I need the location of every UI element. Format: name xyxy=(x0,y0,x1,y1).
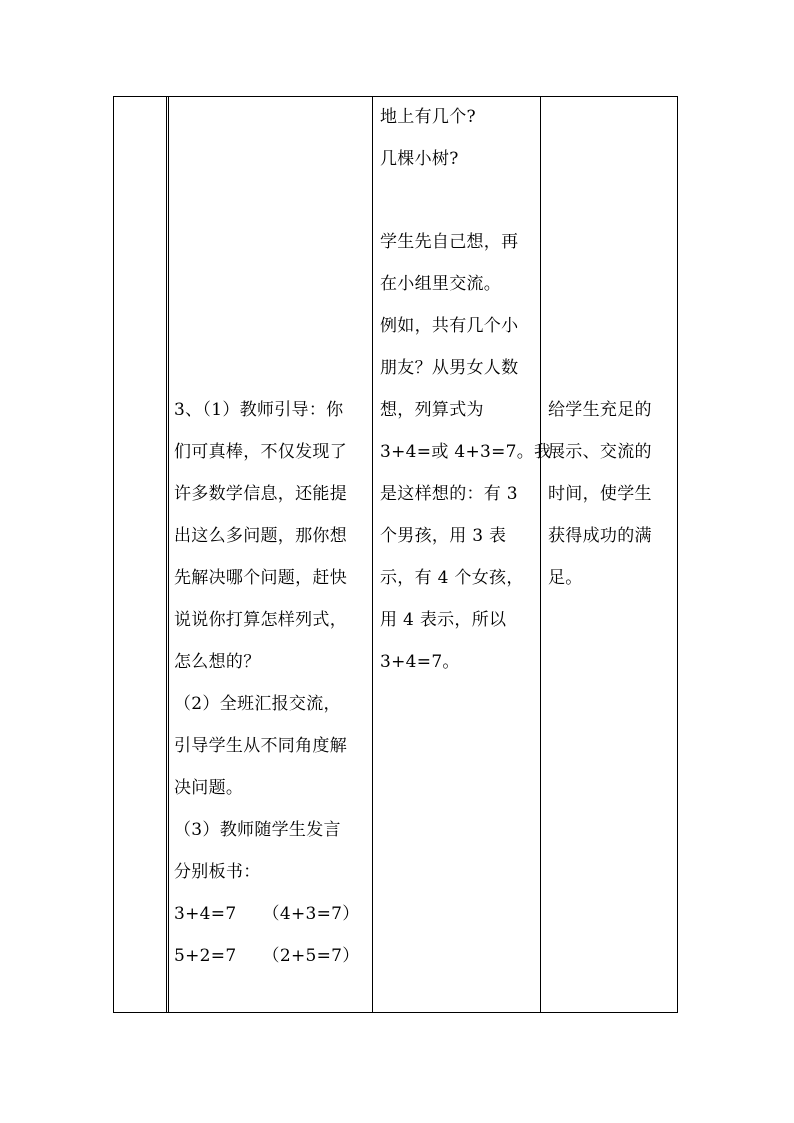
text-line: 几棵小树? xyxy=(380,149,459,169)
design-intent-text xyxy=(548,389,652,599)
text-line: 想，列算式为 xyxy=(380,400,484,420)
text-line: 怎么想的？ xyxy=(174,652,261,672)
text-line: 获得成功的满 xyxy=(548,526,652,546)
text-line: 们可真棒，不仅发现了 xyxy=(174,442,347,462)
column-divider-2 xyxy=(372,96,373,1013)
text-line: 引导学生从不同角度解 xyxy=(174,736,347,756)
text-line: （2）全班汇报交流， xyxy=(174,694,341,714)
text-line: 展示、交流的 xyxy=(548,442,652,462)
column-divider-1 xyxy=(166,96,167,1013)
text-line: 分别板书： xyxy=(174,862,261,882)
table-right-border xyxy=(677,96,678,1013)
text-line: 足。 xyxy=(548,568,583,588)
text-line: 个男孩，用 3 表 xyxy=(380,526,507,546)
text-line: 决问题。 xyxy=(174,778,244,798)
text-line: 给学生充足的 xyxy=(548,400,652,420)
text-line: 时间，使学生 xyxy=(548,484,652,504)
text-line: 3+4=7。 xyxy=(380,652,460,672)
text-line: 用 4 表示，所以 xyxy=(380,610,507,630)
teacher-activity-text xyxy=(174,389,360,977)
text-line: 说说你打算怎样列式， xyxy=(174,610,347,630)
text-line: 学生先自己想，再 xyxy=(380,232,519,252)
text-line: 先解决哪个问题，赶快 xyxy=(174,568,347,588)
student-activity-text xyxy=(380,221,551,683)
table-left-border xyxy=(113,96,114,1013)
text-line: 3+4=7 （4+3=7） xyxy=(174,904,360,924)
text-line: 许多数学信息，还能提 xyxy=(174,484,347,504)
text-line: （3）教师随学生发言 xyxy=(174,820,341,840)
text-line: 朋友？从男女人数 xyxy=(380,358,519,378)
text-line: 示，有 4 个女孩， xyxy=(380,568,524,588)
column-divider-1b xyxy=(168,96,169,1013)
text-line: 在小组里交流。 xyxy=(380,274,502,294)
text-line: 3、（1）教师引导：你 xyxy=(174,400,344,420)
text-line: 地上有几个? xyxy=(380,107,476,127)
text-line: 例如，共有几个小 xyxy=(380,316,519,336)
text-line: 是这样想的：有 3 xyxy=(380,484,518,504)
text-line: 3+4=或 4+3=7。我 xyxy=(380,442,552,462)
student-questions-text xyxy=(380,96,476,180)
text-line: 5+2=7 （2+5=7） xyxy=(174,946,360,966)
table-bottom-border xyxy=(113,1012,678,1013)
text-line: 出这么多问题，那你想 xyxy=(174,526,347,546)
